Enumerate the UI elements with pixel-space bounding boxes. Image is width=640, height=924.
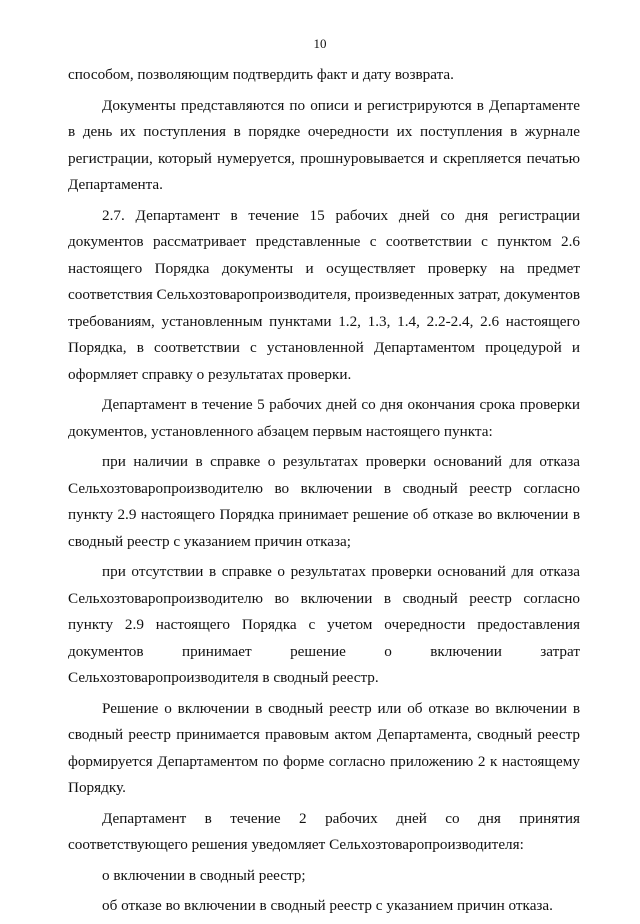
paragraph-inclusion-case: при отсутствии в справке о результатах проверки оснований для отказа Сельхозтоваропроизводителю во включении в сводный реестр согласно пункту 2.9 настоящего Порядка с учетом очередности предоставления документов принимает решение о включении затрат Сельхозтоваропроизводителя в сводный реестр. — [68, 563, 580, 686]
paragraph-continuation: способом, позволяющим подтвердить факт и дату возврата. — [68, 66, 454, 83]
list-item-refusal: об отказе во включении в сводный реестр с указанием причин отказа. — [102, 897, 553, 914]
paragraph-refusal-case: при наличии в справке о результатах проверки оснований для отказа Сельхозтоваропроизводителю во включении в сводный реестр согласно пункту 2.9 настоящего Порядка принимает решение об отказе во включении в сводный реестр с указанием причин отказа; — [68, 453, 580, 550]
paragraph-legal-act: Решение о включении в сводный реестр или об отказе во включении в сводный реестр принимается правовым актом Департамента, сводный реестр формируется Департаментом по форме согласно приложению 2 к настоящему Порядку. — [68, 699, 580, 796]
paragraph-2-7: 2.7. Департамент в течение 15 рабочих дней со дня регистрации документов рассматривает представленные с соответствии с пунктом 2.6 настоящего Порядка документы и осуществляет проверку на предмет соответствия Сельхозтоваропроизводителя, произведенных затрат, документов требованиям, установленным пунктами 1.2, 1.3, 1.4, 2.2-2.4, 2.6 настоящего Порядка, в соответствии с установленной Департаментом процедурой и оформляет справку о результатах проверки. — [68, 206, 580, 383]
paragraph-notification: Департамент в течение 2 рабочих дней со дня принятия соответствующего решения уведомляет Сельхозтоваропроизводителя: — [68, 809, 580, 853]
document-body — [68, 62, 580, 924]
paragraph-decision-timeline: Департамент в течение 5 рабочих дней со дня окончания срока проверки документов, установленного абзацем первым настоящего пункта: — [68, 396, 580, 440]
list-item-inclusion: о включении в сводный реестр; — [102, 866, 306, 884]
paragraph-documents-registration: Документы представляются по описи и регистрируются в Департаменте в день их поступления в порядке очередности их поступления в журнале регистрации, который нумеруется, прошнуровывается и скрепляется печатью Департамента. — [68, 96, 580, 193]
page-number: 10 — [313, 36, 327, 51]
